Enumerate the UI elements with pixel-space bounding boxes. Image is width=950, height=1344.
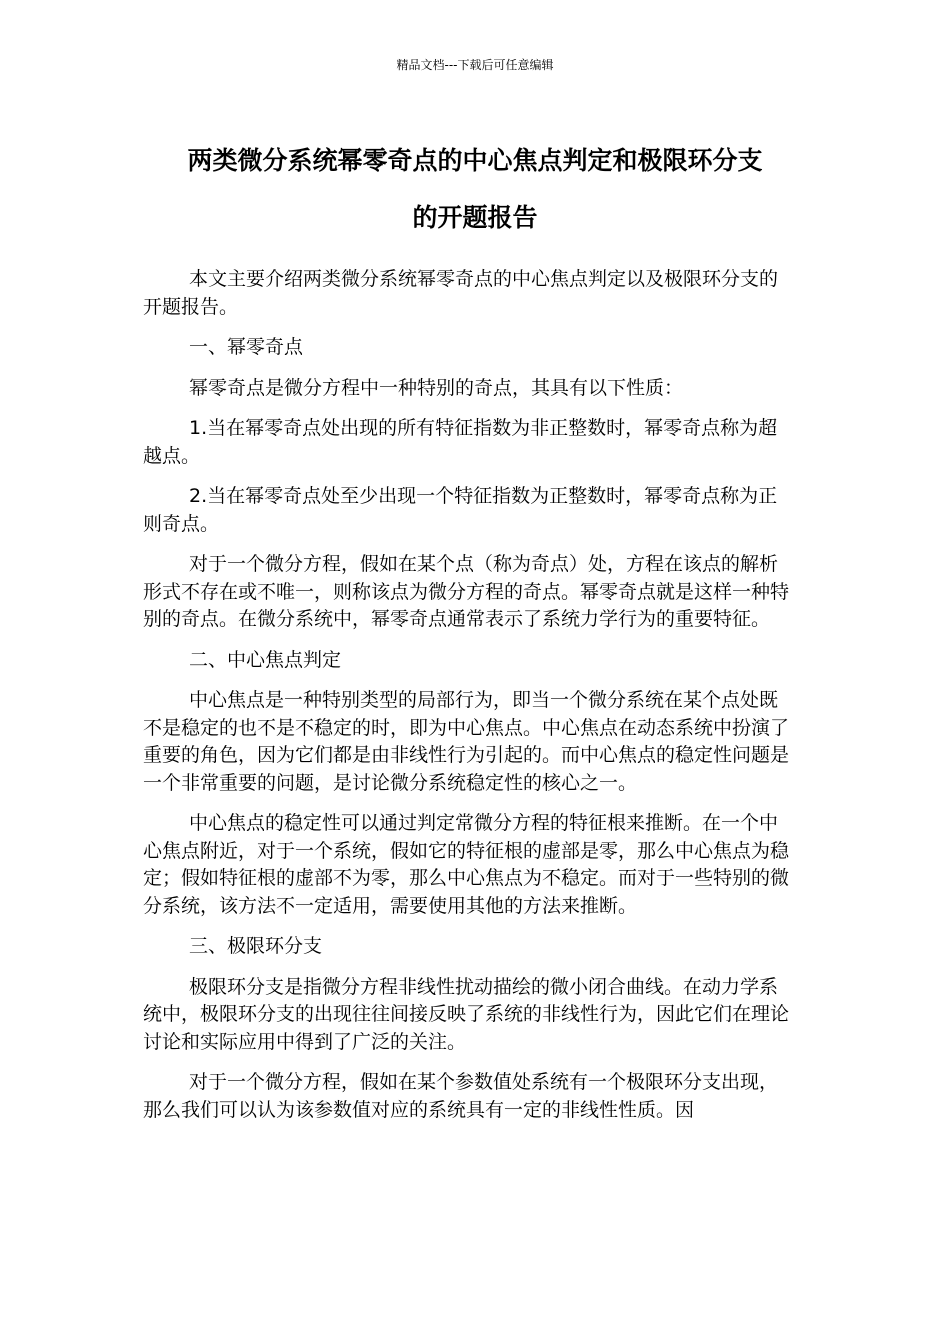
title-line-2: 的开题报告 — [412, 203, 538, 232]
section-heading-limit-cycle: 三、极限环分支 — [189, 935, 323, 957]
paragraph: 中心焦点是一种特别类型的局部行为，即当一个微分系统在某个点处既不是稳定的也不是不稳定的时，即为中心焦点。中心焦点在动态系统中扮演了重要的角色，因为它们都是由非线性行为引起的。而中心焦点的稳定性问题是一个非常重要的问题，是讨论微分系统稳定性的核心之一。 — [143, 689, 790, 794]
page-header: 精品文档---下载后可任意编辑 — [396, 58, 554, 72]
section-heading-center-focus: 二、中心焦点判定 — [189, 648, 342, 671]
paragraph: 对于一个微分方程，假如在某个点（称为奇点）处，方程在该点的解析形式不存在或不唯一，则称该点为微分方程的奇点。幂零奇点就是这样一种特别的奇点。在微分系统中，幂零奇点通常表示了系统力学行为的重要特征。 — [143, 553, 790, 630]
list-item: 1.当在幂零奇点处出现的所有特征指数为非正整数时，幂零奇点称为超越点。 — [143, 417, 778, 467]
paragraph: 中心焦点的稳定性可以通过判定常微分方程的特征根来推断。在一个中心焦点附近，对于一个系统，假如它的特征根的虚部是零，那么中心焦点为稳定；假如特征根的虚部不为零，那么中心焦点为不稳定。而对于一些特别的微分系统，该方法不一定适用，需要使用其他的方法来推断。 — [143, 812, 790, 917]
paragraph: 极限环分支是指微分方程非线性扰动描绘的微小闭合曲线。在动力学系统中，极限环分支的出现往往间接反映了系统的非线性行为，因此它们在理论讨论和实际应用中得到了广泛的关注。 — [143, 975, 790, 1053]
paragraph: 对于一个微分方程，假如在某个参数值处系统有一个极限环分支出现，那么我们可以认为该参数值对应的系统具有一定的非线性性质。因 — [143, 1071, 779, 1121]
section-heading-nilpotent-singularity: 一、幂零奇点 — [189, 336, 304, 358]
document-title — [140, 132, 810, 246]
document-body — [143, 266, 793, 1137]
paragraph: 幂零奇点是微分方程中一种特别的奇点，其具有以下性质： — [189, 376, 684, 399]
intro-paragraph: 本文主要介绍两类微分系统幂零奇点的中心焦点判定以及极限环分支的开题报告。 — [143, 268, 779, 318]
title-line-1: 两类微分系统幂零奇点的中心焦点判定和极限环分支 — [187, 146, 763, 175]
list-item: 2.当在幂零奇点处至少出现一个特征指数为正整数时，幂零奇点称为正则奇点。 — [143, 485, 778, 535]
